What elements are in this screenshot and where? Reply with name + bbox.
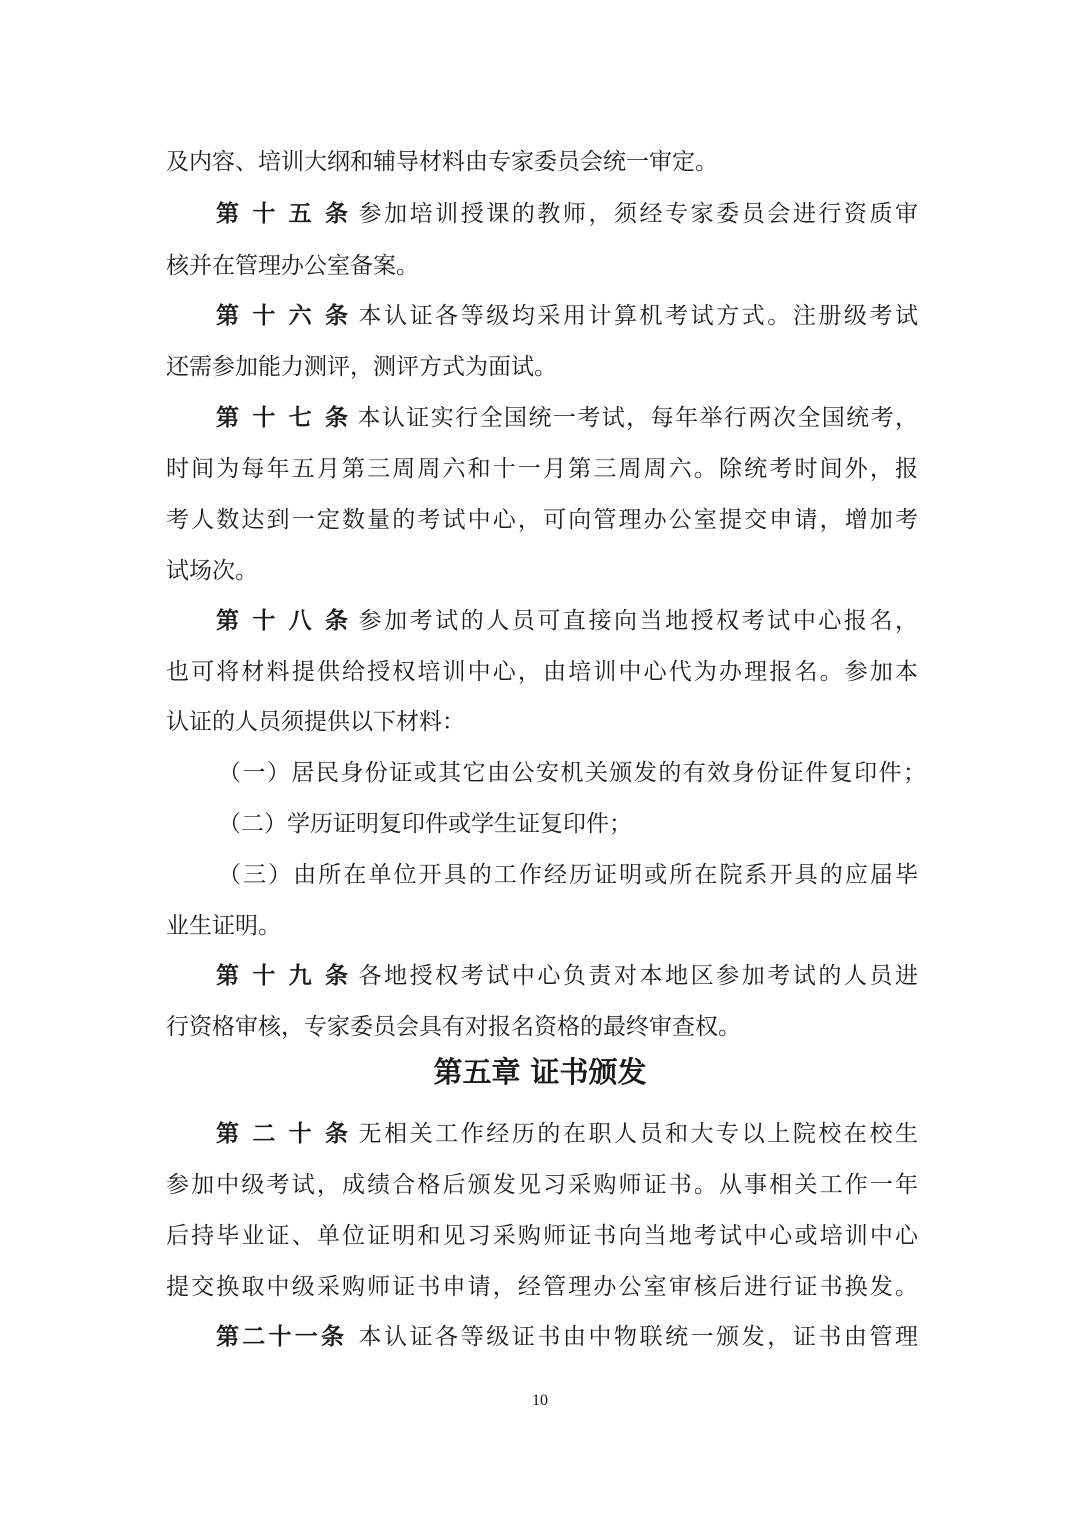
article-line xyxy=(216,1114,918,1154)
article-line xyxy=(216,601,918,641)
article-number: 第十八条 xyxy=(216,607,348,634)
article-number: 第二十一条 xyxy=(216,1323,344,1350)
article-line xyxy=(216,194,918,234)
text-line: 及内容、培训大纲和辅导材料由专家委员会统一审定。 xyxy=(166,149,718,175)
article-text: 无相关工作经历的在职人员和大专以上院校在校生 xyxy=(356,1121,918,1147)
text-line: 时间为每年五月第三周周六和十一月第三周周六。除统考时间外，报 xyxy=(166,456,918,482)
article-line xyxy=(216,296,918,336)
text-line: 试场次。 xyxy=(166,558,258,584)
text-line: 也可将材料提供给授权培训中心，由培训中心代为办理报名。参加本 xyxy=(166,659,918,685)
article-number: 第十五条 xyxy=(216,200,348,227)
article-text: 本认证各等级均采用计算机考试方式。注册级考试 xyxy=(356,303,918,329)
article-line xyxy=(216,956,918,996)
article-number: 第十九条 xyxy=(216,962,348,989)
text-line: 业生证明。 xyxy=(166,913,281,939)
article-number: 第十六条 xyxy=(216,302,348,329)
article-text: 参加考试的人员可直接向当地授权考试中心报名， xyxy=(356,608,918,634)
list-item: （三）由所在单位开具的工作经历证明或所在院系开具的应届毕 xyxy=(218,862,918,888)
text-line: 还需参加能力测评，测评方式为面试。 xyxy=(166,354,557,380)
chapter-heading: 第五章 证书颁发 xyxy=(433,1055,647,1089)
text-line: 考人数达到一定数量的考试中心，可向管理办公室提交申请，增加考 xyxy=(166,507,918,533)
article-number: 第二十条 xyxy=(216,1120,348,1147)
article-text: 本认证实行全国统一考试，每年举行两次全国统考， xyxy=(356,405,918,431)
list-item: （一）居民身份证或其它由公安机关颁发的有效身份证件复印件； xyxy=(218,760,926,786)
text-line: 参加中级考试，成绩合格后颁发见习采购师证书。从事相关工作一年 xyxy=(166,1172,918,1198)
text-line: 提交换取中级采购师证书申请，经管理办公室审核后进行证书换发。 xyxy=(166,1274,918,1300)
article-line xyxy=(216,1317,918,1357)
article-text: 各地授权考试中心负责对本地区参加考试的人员进 xyxy=(356,963,918,989)
article-text: 本认证各等级证书由中物联统一颁发，证书由管理 xyxy=(356,1324,918,1350)
article-number: 第十七条 xyxy=(216,404,348,431)
text-line: 核并在管理办公室备案。 xyxy=(166,253,419,279)
text-line: 行资格审核，专家委员会具有对报名资格的最终审查权。 xyxy=(166,1014,741,1040)
list-item: （二）学历证明复印件或学生证复印件； xyxy=(218,811,632,837)
text-line: 后持毕业证、单位证明和见习采购师证书向当地考试中心或培训中心 xyxy=(166,1223,918,1249)
article-line xyxy=(216,398,918,438)
page-number: 10 xyxy=(532,1392,548,1409)
text-line: 认证的人员须提供以下材料： xyxy=(166,709,465,735)
article-text: 参加培训授课的教师，须经专家委员会进行资质审 xyxy=(356,201,918,227)
